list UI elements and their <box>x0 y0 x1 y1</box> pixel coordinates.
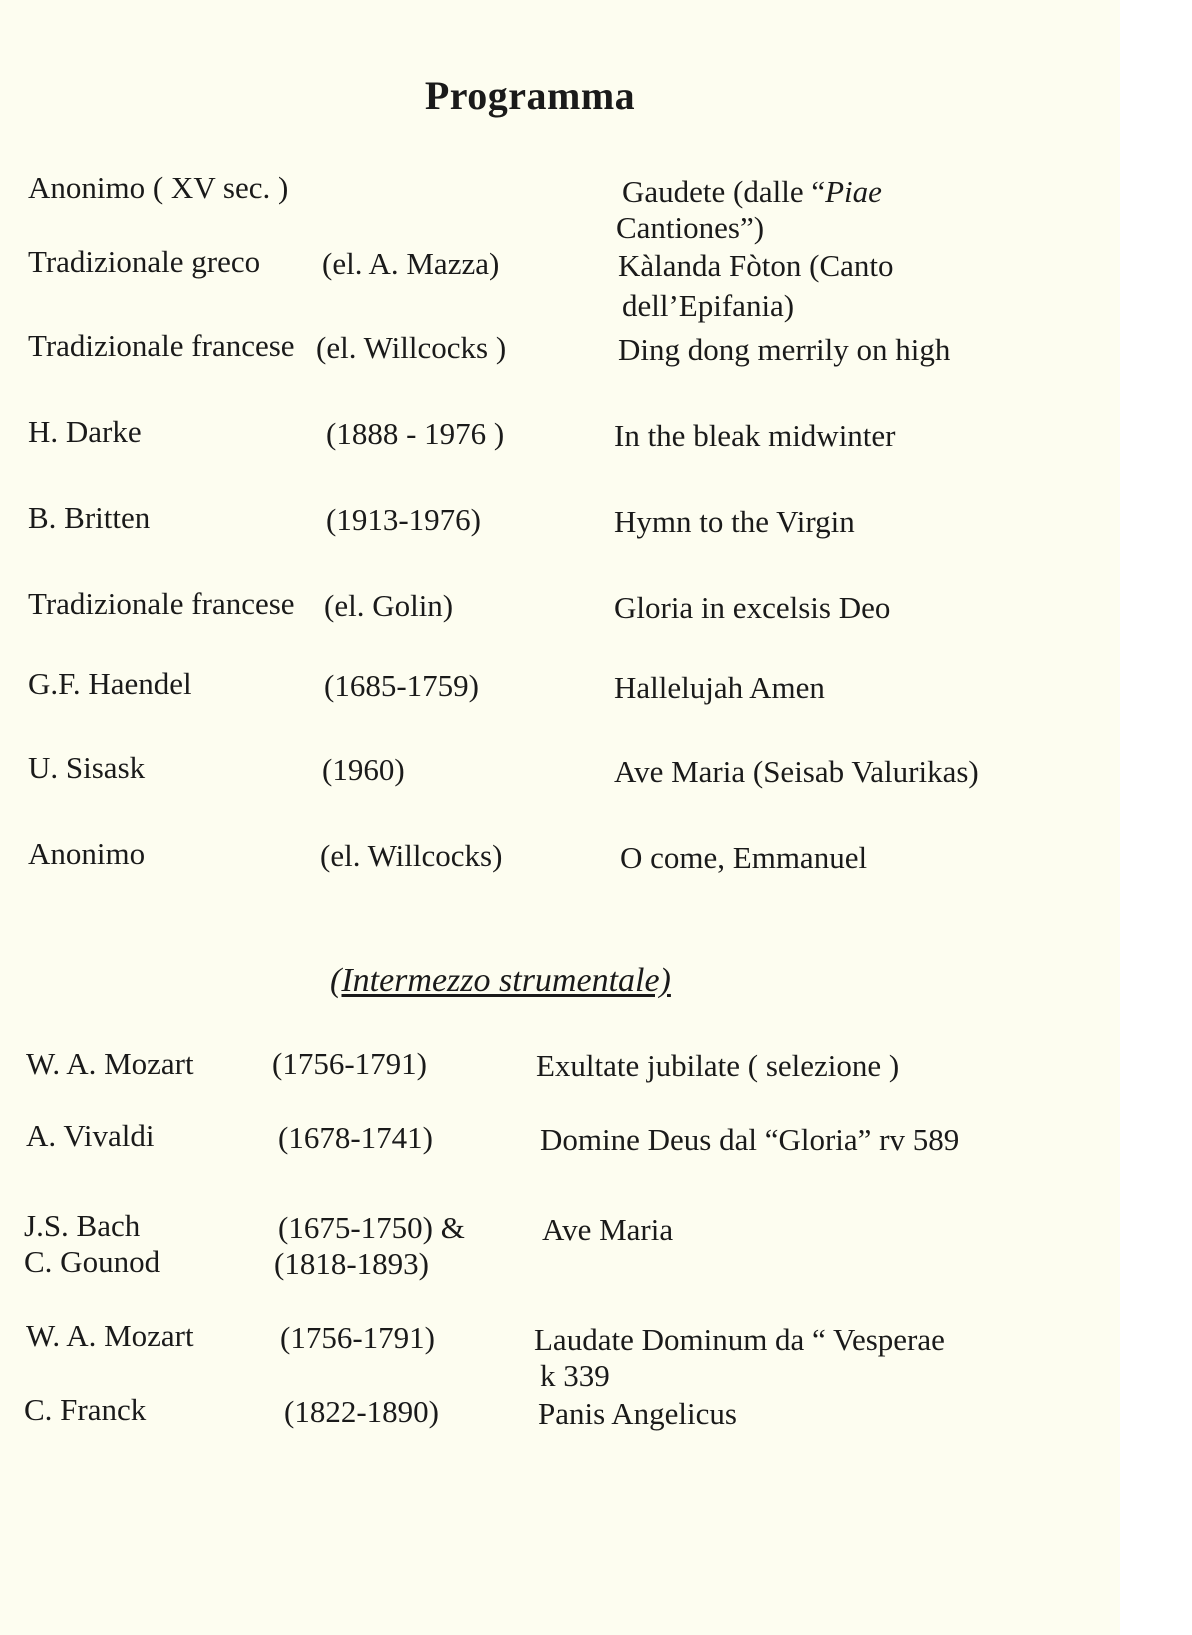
composer-bach: J.S. Bach <box>24 1208 141 1243</box>
detail-franck-dates: (1822-1890) <box>284 1394 439 1429</box>
piece-hymn-virgin: Hymn to the Virgin <box>614 504 855 539</box>
composer-tradizionale-francese-2: Tradizionale francese <box>28 586 295 621</box>
piece-ave-maria-sisask: Ave Maria (Seisab Valurikas) <box>614 754 979 789</box>
piece-kalanda-line2: dell’Epifania) <box>622 288 795 323</box>
composer-franck: C. Franck <box>24 1392 147 1427</box>
composer-haendel: G.F. Haendel <box>28 666 192 701</box>
piece-gaudete-line1: Gaudete (dalle “Piae <box>622 174 882 209</box>
detail-el-willcocks-1: (el. Willcocks ) <box>316 330 507 365</box>
piece-ding-dong: Ding dong merrily on high <box>618 332 951 367</box>
detail-haendel-dates: (1685-1759) <box>324 668 479 703</box>
detail-mozart-dates-2: (1756-1791) <box>280 1320 435 1355</box>
detail-el-willcocks-2: (el. Willcocks) <box>320 838 503 873</box>
piece-ave-maria-bach: Ave Maria <box>542 1212 674 1247</box>
composer-anonimo-xv: Anonimo ( XV sec. ) <box>28 170 289 205</box>
piece-panis-angelicus: Panis Angelicus <box>538 1396 737 1431</box>
piece-gloria: Gloria in excelsis Deo <box>614 590 891 625</box>
composer-tradizionale-francese-1: Tradizionale francese <box>28 328 295 363</box>
piece-o-come-emmanuel: O come, Emmanuel <box>620 840 868 875</box>
piece-laudate-line2: k 339 <box>540 1358 610 1393</box>
composer-mozart-1: W. A. Mozart <box>26 1046 194 1081</box>
piece-hallelujah: Hallelujah Amen <box>614 670 825 705</box>
composer-mozart-2: W. A. Mozart <box>26 1318 194 1353</box>
detail-el-mazza: (el. A. Mazza) <box>322 246 500 281</box>
detail-el-golin: (el. Golin) <box>324 588 454 623</box>
piece-bleak-midwinter: In the bleak midwinter <box>614 418 896 453</box>
detail-britten-dates: (1913-1976) <box>326 502 481 537</box>
detail-gounod-dates: (1818-1893) <box>274 1246 429 1281</box>
composer-anonimo: Anonimo <box>28 836 146 871</box>
intermezzo-heading: (Intermezzo strumentale) <box>330 962 671 999</box>
composer-vivaldi: A. Vivaldi <box>26 1118 155 1153</box>
scan-margin <box>1120 0 1192 1635</box>
detail-mozart-dates-1: (1756-1791) <box>272 1046 427 1081</box>
composer-darke: H. Darke <box>28 414 142 449</box>
detail-bach-dates: (1675-1750) & <box>278 1210 465 1245</box>
detail-darke-dates: (1888 - 1976 ) <box>326 416 505 451</box>
piece-kalanda-line1: Kàlanda Fòton (Canto <box>618 248 894 283</box>
page-title: Programma <box>424 73 636 118</box>
piece-laudate-line1: Laudate Dominum da “ Vesperae <box>534 1322 945 1357</box>
detail-vivaldi-dates: (1678-1741) <box>278 1120 433 1155</box>
piece-gaudete-line2: Cantiones”) <box>616 210 765 245</box>
composer-gounod: C. Gounod <box>24 1244 161 1279</box>
piece-domine-deus: Domine Deus dal “Gloria” rv 589 <box>540 1122 960 1157</box>
composer-sisask: U. Sisask <box>28 750 146 785</box>
piece-exultate: Exultate jubilate ( selezione ) <box>536 1048 900 1083</box>
detail-sisask-date: (1960) <box>322 752 405 787</box>
composer-tradizionale-greco: Tradizionale greco <box>28 244 261 279</box>
composer-britten: B. Britten <box>28 500 151 535</box>
